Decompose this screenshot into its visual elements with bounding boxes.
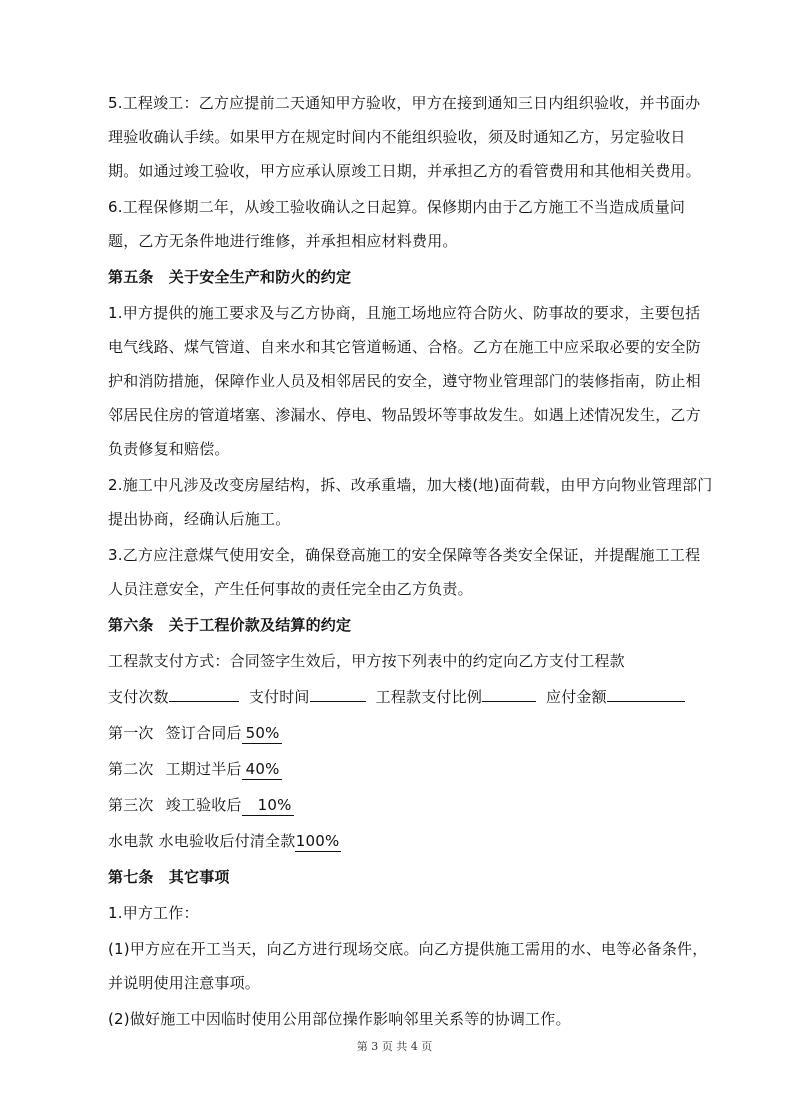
header-payment-count: 支付次数	[108, 688, 169, 706]
payment-order: 水电款	[108, 832, 154, 850]
document-body	[108, 86, 714, 1038]
payment-ratio: 50%	[242, 723, 282, 744]
paragraph-safety-1: 1.甲方提供的施工要求及与乙方协商，且施工场地应符合防火、防事故的要求，主要包括电气线路、煤气管道、自来水和其它管道畅通、合格。乙方在施工中应采取必要的安全防护和消防措施，保障作业人员及相邻居民的安全，遵守物业管理部门的装修指南，防止相邻居民住房的管道堵塞、渗漏水、停电、物品毁坏等事故发生。如遇上述情况发生，乙方负责修复和赔偿。	[108, 304, 701, 458]
party-a-item-1: (1)甲方应在开工当天，向乙方进行现场交底。向乙方提供施工需用的水、电等必备条件，并说明使用注意事项。	[108, 940, 708, 992]
blank-line	[310, 683, 366, 702]
paragraph-completion-text	[108, 86, 714, 188]
blank-line	[482, 683, 536, 702]
payment-order: 第一次	[108, 724, 154, 742]
payment-ratio: 10%	[242, 795, 294, 816]
article-5-heading: 第五条 关于安全生产和防火的约定	[108, 268, 352, 286]
article-6-heading: 第六条 关于工程价款及结算的约定	[108, 616, 352, 634]
payment-time: 签订合同后	[165, 724, 242, 742]
article-7-heading: 第七条 其它事项	[108, 868, 230, 886]
payment-row	[108, 824, 714, 858]
page-number-footer: 第 3 页 共 4 页	[356, 1040, 433, 1053]
header-payment-time: 支付时间	[248, 688, 310, 706]
party-a-work-title: 1.甲方工作：	[108, 904, 199, 922]
payment-row	[108, 716, 714, 750]
party-a-item-2: (2)做好施工中因临时使用公用部位操作影响邻里关系等的协调工作。	[108, 1010, 571, 1028]
payment-time: 竣工验收后	[165, 796, 242, 814]
blank-line	[607, 683, 685, 702]
payment-row	[108, 788, 714, 822]
payment-ratio: 40%	[242, 759, 282, 780]
payment-method-text: 工程款支付方式：合同签字生效后，甲方按下列表中的约定向乙方支付工程款	[108, 652, 625, 670]
payment-time: 水电验收后付清全款	[158, 832, 296, 850]
header-payment-amount: 应付金额	[546, 688, 607, 706]
payment-ratio: 100%	[295, 832, 340, 850]
payment-order: 第三次	[108, 796, 154, 814]
completion-text: 5.工程竣工：乙方应提前二天通知甲方验收，甲方在接到通知三日内组织验收，并书面办理验收确认手续。如果甲方在规定时间内不能组织验收，须及时通知乙方，另定验收日期。如通过竣工验收，甲方应承认原竣工日期，并承担乙方的看管费用和其他相关费用。	[108, 94, 701, 180]
payment-table-header	[108, 680, 714, 714]
paragraph-safety-3: 3.乙方应注意煤气使用安全，确保登高施工的安全保障等各类安全保证，并提醒施工工程人员注意安全，产生任何事故的责任完全由乙方负责。	[108, 546, 701, 598]
blank-line	[169, 683, 239, 702]
payment-order: 第二次	[108, 760, 154, 778]
header-payment-ratio: 工程款支付比例	[375, 688, 483, 706]
payment-row	[108, 752, 714, 786]
paragraph-safety-2: 2.施工中凡涉及改变房屋结构，拆、改承重墙，加大楼(地)面荷载，由甲方向物业管理部门提出协商，经确认后施工。	[108, 476, 713, 528]
payment-time: 工期过半后	[165, 760, 242, 778]
paragraph-warranty: 6.工程保修期二年，从竣工验收确认之日起算。保修期内由于乙方施工不当造成质量问题，乙方无条件地进行维修，并承担相应材料费用。	[108, 198, 686, 250]
